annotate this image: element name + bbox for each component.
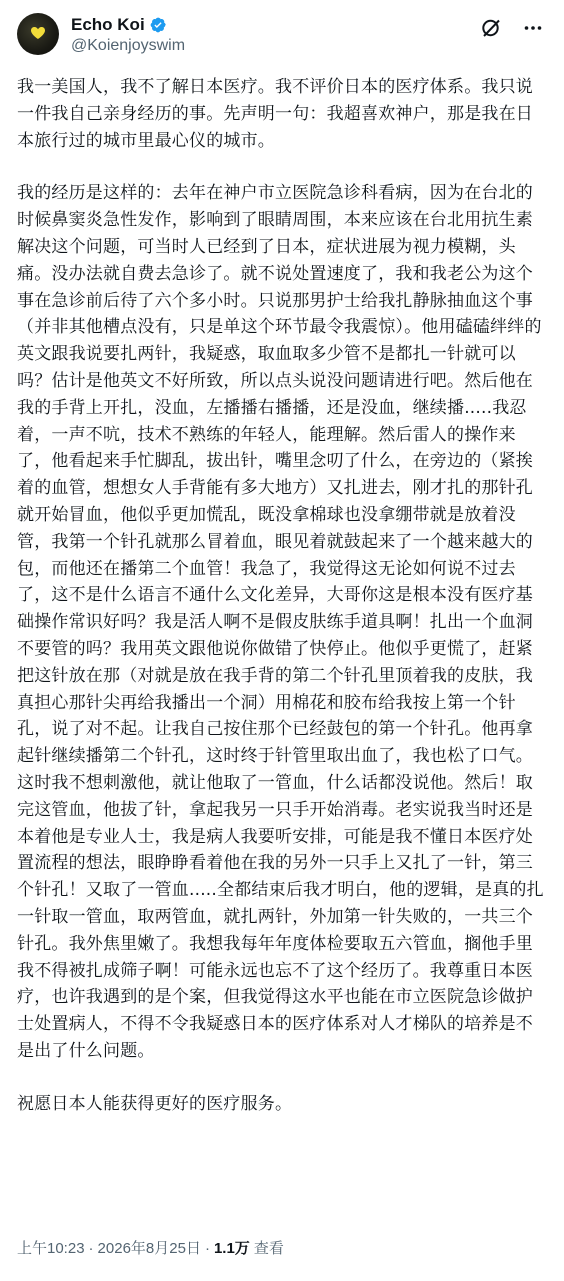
post-date[interactable]: 2026年8月25日 — [97, 1240, 201, 1257]
name-row — [71, 15, 185, 35]
verified-badge-icon — [149, 16, 167, 34]
post-paragraph: 我的经历是这样的：去年在神户市立医院急诊科看病，因为在台北的时候鼻窦炎急性发作，影响到了眼睛周围，本来应该在台北用抗生素解决这个问题，可当时人已经到了日本，症状进展为视力模糊，头痛。没办法就自费去急诊了。就不说处置速度了，我和我老公为这个事在急诊前后待了六个多小时。只说那男护士给我扎静脉抽血这个事（并非其他槽点没有，只是单这个环节最令我震惊）。他用磕磕绊绊的英文跟我说要扎两针，我疑惑，取血取多少管不是都扎一针就可以吗？估计是他英文不好所致，所以点头说没问题请进行吧。然后他在我的手背上开扎，没血，左播播右播播，还是没血，继续播.....我忍着，一声不吭，技术不熟练的年轻人，能理解。然后雷人的操作来了，他看起来手忙脚乱，拔出针，嘴里念叨了什么，在旁边的（紧挨着的血管，想想女人手背能有多大地方）又扎进去，刚才扎的那针孔就开始冒血，他似乎更加慌乱，既没拿棉球也没拿绷带就是放着没管，我第一个针孔就那么冒着血，眼见着就鼓起来了一个越来越大的包，而他还在播第二个血管！我急了，我觉得这无论如何说不过去了，这不是什么语言不通什么文化差异，大哥你这是根本没有医疗基础操作常识好吗？我是活人啊不是假皮肤练手道具啊！扎出一个血洞不要管的吗？我用英文跟他说你做错了快停止。他似乎更慌了，赶紧把这针放在那（对就是放在我手背的第二个针孔里顶着我的皮肤，我真担心那针尖再给我播出一个洞）用棉花和胶布给我按上第一个针孔，说了对不起。让我自己按住那个已经鼓包的第一个针孔。他再拿起针继续播第二个针孔，这时终于针管里取出血了，我也松了口气。这时我不想刺激他，就让他取了一管血，什么话都没说他。然后！取完这管血，他拔了针，拿起我另一只手开始消毒。老实说我当时还是本着他是专业人士，我是病人我要听安排，可能是我不懂日本医疗处置流程的想法，眼睁睁看着他在我的另外一只手上又扎了一针，第三个针孔！又取了一管血.....全都结束后我才明白，他的逻辑，是真的扎一针取一管血，取两管血，就扎两针，外加第一针失败的，一共三个针孔。我外焦里嫩了。我想我每年年度体检要取五六管血，搁他手里我不得被扎成筛子啊！可能永远也忘不了这个经历了。我尊重日本医疗，也许我遇到的是个案，但我觉得这水平也能在市立医院急诊做护士处置病人，不得不令我疑惑日本的医疗体系对人才梯队的培养是不是出了什么问题。 — [17, 183, 544, 1061]
avatar[interactable] — [17, 13, 59, 55]
meta-separator: · — [204, 1240, 210, 1257]
post-time[interactable]: 上午10:23 — [17, 1240, 85, 1257]
post-meta — [17, 1239, 284, 1259]
post-text — [17, 74, 549, 1117]
heart-avatar-icon — [30, 26, 46, 40]
meta-separator: · — [88, 1240, 94, 1257]
views-label: 查看 — [253, 1240, 284, 1257]
views-count: 1.1万 — [213, 1240, 250, 1257]
author-names — [71, 15, 185, 56]
grok-button[interactable] — [477, 14, 505, 42]
user-handle[interactable]: @Koienjoyswim — [71, 37, 186, 54]
display-name[interactable]: Echo Koi — [71, 15, 145, 34]
post-header — [17, 10, 547, 70]
more-options-button[interactable] — [519, 14, 547, 42]
header-actions — [477, 14, 547, 42]
post-paragraph: 我一美国人，我不了解日本医疗。我不评价日本的医疗体系。我只说一件我自己亲身经历的事。先声明一句：我超喜欢神户，那是我在日本旅行过的城市里最心仪的城市。 — [17, 77, 533, 151]
grok-icon — [480, 17, 502, 39]
more-options-icon — [523, 18, 543, 38]
post-paragraph: 祝愿日本人能获得更好的医疗服务。 — [17, 1093, 293, 1114]
